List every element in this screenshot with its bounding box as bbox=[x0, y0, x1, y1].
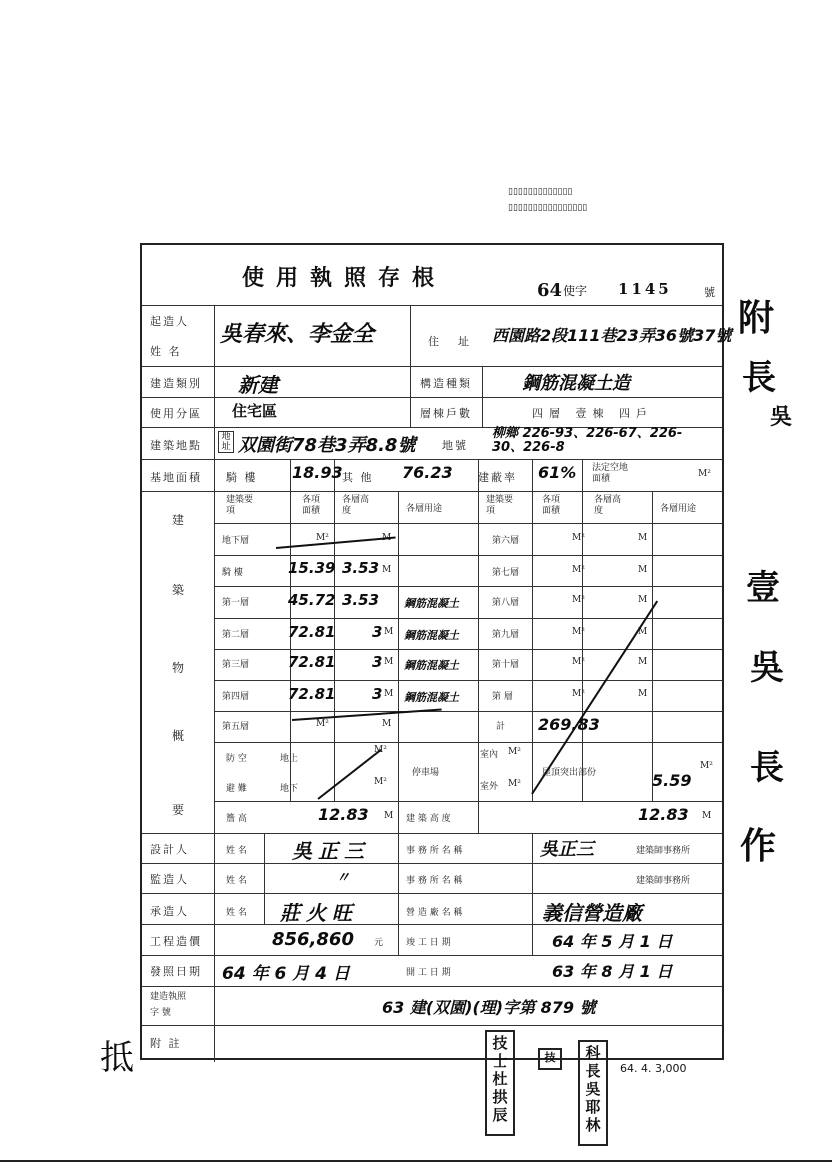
designer-name-label: 姓 名 bbox=[226, 846, 247, 856]
floor-use: 鋼筋混凝土 bbox=[404, 629, 459, 642]
floor-height: 3 bbox=[372, 685, 383, 703]
location-address: 双園街78巷3弄8.8號 bbox=[238, 435, 416, 456]
roof-value: 5.59 bbox=[652, 771, 692, 790]
building-height-label: 建 築 高 度 bbox=[406, 814, 451, 824]
unit-m: M bbox=[384, 811, 394, 821]
builder-address: 西園路2段111巷23弄36號37號 bbox=[492, 326, 732, 345]
notes-label: 附 註 bbox=[150, 1037, 182, 1050]
header-use-r: 各層用途 bbox=[660, 504, 697, 514]
unit-m2-r: M² bbox=[572, 689, 585, 699]
location-label: 建築地點 bbox=[150, 439, 202, 452]
unit-m-r: M bbox=[638, 533, 648, 543]
unit-m2: M² bbox=[700, 761, 713, 771]
legal-open-unit: M² bbox=[698, 469, 711, 479]
floor-area: 72.81 bbox=[288, 623, 336, 641]
floor-name-r: 計 bbox=[496, 722, 506, 732]
floor-area: 15.39 bbox=[288, 559, 336, 577]
parking-indoor: 室內 bbox=[480, 750, 499, 760]
structure-label: 構造種類 bbox=[420, 377, 472, 390]
building-height-value: 12.83 bbox=[638, 805, 689, 824]
floor-name: 地下層 bbox=[222, 536, 250, 546]
site-area-label: 基地面積 bbox=[150, 471, 202, 484]
floor-name: 第四層 bbox=[222, 692, 250, 702]
unit-m2: M² bbox=[508, 779, 521, 789]
side-label-2: 築 bbox=[172, 583, 187, 597]
category-label: 建造類別 bbox=[150, 377, 202, 390]
other-label: 其 他 bbox=[342, 471, 374, 484]
supervisor-office-suffix: 建築師事務所 bbox=[636, 876, 691, 886]
arcade-area-label: 騎 樓 bbox=[226, 471, 258, 484]
issue-date: 64 年 6 月 4 日 bbox=[222, 964, 350, 984]
header-use: 各層用途 bbox=[406, 504, 443, 514]
floor-use: 鋼筋混凝土 bbox=[404, 659, 459, 672]
unit-m-r: M bbox=[638, 689, 648, 699]
side-label-3: 物 bbox=[172, 661, 187, 675]
supervisor-name: 〃 bbox=[336, 870, 350, 886]
floor-height: 3.53 bbox=[342, 591, 380, 609]
shelter-below: 地下 bbox=[280, 784, 299, 794]
side-label-4: 概 bbox=[172, 729, 187, 743]
permit-stub-form bbox=[140, 243, 732, 1060]
side-char: 長 bbox=[750, 748, 784, 788]
parking-label: 停車場 bbox=[412, 768, 440, 778]
designer-office: 吳正三 bbox=[540, 839, 594, 860]
floor-name: 第一層 bbox=[222, 598, 250, 608]
permit-label-a: 建造執照 bbox=[150, 992, 187, 1002]
header-height-r: 各層高度 bbox=[594, 495, 622, 516]
completion-label: 竣 工 日 期 bbox=[406, 938, 451, 948]
faint-stamp-text-2: ▯▯▯▯▯▯▯▯▯▯▯▯▯▯▯▯ bbox=[508, 203, 588, 213]
floor-area: 45.72 bbox=[288, 591, 336, 609]
permit-value: 63 建(双園)(理)字第 879 號 bbox=[382, 998, 596, 1017]
floor-name-r: 第 層 bbox=[492, 692, 513, 702]
permit-number: 1145 bbox=[618, 280, 672, 298]
lot-value: 柳鄉 226-93、226-67、226-30、226-8 bbox=[492, 426, 683, 455]
unit-m2-r: M² bbox=[572, 595, 585, 605]
shelter-label-1: 防 空 bbox=[226, 754, 247, 764]
shelter-above: 地上 bbox=[280, 754, 299, 764]
start-label: 開 工 日 期 bbox=[406, 968, 451, 978]
permit-label-b: 字 號 bbox=[150, 1008, 171, 1018]
floor-name-r: 第七層 bbox=[492, 568, 520, 578]
builder-label-bottom: 姓 名 bbox=[150, 345, 182, 358]
unit-m2: M² bbox=[316, 533, 329, 543]
permit-suffix: 號 bbox=[704, 286, 715, 299]
unit-m2: M² bbox=[374, 745, 387, 755]
print-code: 64. 4. 3,000 bbox=[620, 1062, 687, 1075]
floor-name: 騎 樓 bbox=[222, 568, 243, 578]
zone-value: 住宅區 bbox=[232, 402, 278, 420]
designer-office-label: 事 務 所 名 稱 bbox=[406, 846, 463, 856]
lot-label: 地號 bbox=[442, 439, 468, 452]
side-label-1: 建 bbox=[172, 513, 187, 527]
floor-height: 3 bbox=[372, 623, 383, 641]
chief-stamp: 科長吳耶林 bbox=[578, 1040, 608, 1146]
floor-area: 72.81 bbox=[288, 685, 336, 703]
header-item: 建築要項 bbox=[226, 495, 254, 516]
start-date: 63 年 8 月 1 日 bbox=[552, 962, 673, 981]
contractor-name-label: 姓 名 bbox=[226, 908, 247, 918]
unit-m: M bbox=[702, 811, 712, 821]
side-char: 作 bbox=[740, 826, 777, 867]
unit-m: M bbox=[384, 627, 394, 637]
permit-year: 64 bbox=[537, 280, 563, 301]
supervisor-name-label: 姓 名 bbox=[226, 876, 247, 886]
permit-char: 使字 bbox=[563, 284, 588, 298]
roof-label: 屋頂突出部份 bbox=[542, 768, 597, 778]
supervisor-label: 監造人 bbox=[150, 873, 189, 886]
coverage-value: 61% bbox=[538, 463, 577, 482]
form-title: 使用執照存根 bbox=[242, 265, 447, 291]
unit-m-r: M bbox=[638, 627, 648, 637]
address-label-a: 住 bbox=[428, 335, 441, 348]
unit-m: M bbox=[382, 719, 392, 729]
unit-m-r: M bbox=[638, 657, 648, 667]
contractor-firm: 義信營造廠 bbox=[542, 901, 642, 925]
header-area-r: 各項面積 bbox=[542, 495, 561, 516]
cost-unit: 元 bbox=[374, 938, 384, 948]
floor-name: 第三層 bbox=[222, 660, 250, 670]
legal-open-label: 法定空地面積 bbox=[592, 463, 629, 484]
other-value: 76.23 bbox=[402, 463, 453, 482]
supervisor-office-label: 事 務 所 名 稱 bbox=[406, 876, 463, 886]
unit-m: M bbox=[382, 565, 392, 575]
shelter-label-2: 避 難 bbox=[226, 784, 247, 794]
margin-handwriting: 抵 bbox=[100, 1038, 134, 1078]
unit-m-r: M bbox=[638, 595, 648, 605]
designer-label: 設計人 bbox=[150, 843, 189, 856]
completion-date: 64 年 5 月 1 日 bbox=[552, 932, 673, 951]
address-box: 地址 bbox=[218, 431, 234, 453]
floor-name-r: 第十層 bbox=[492, 660, 520, 670]
floors-label: 層棟戶數 bbox=[420, 407, 472, 420]
floor-area: 72.81 bbox=[288, 653, 336, 671]
unit-m: M bbox=[382, 533, 392, 543]
unit-m: M bbox=[384, 689, 394, 699]
floor-name-r: 第六層 bbox=[492, 536, 520, 546]
header-area: 各項面積 bbox=[302, 495, 321, 516]
header-height: 各層高度 bbox=[342, 495, 370, 516]
cost-label: 工程造價 bbox=[150, 935, 202, 948]
floor-name-r: 第八層 bbox=[492, 598, 520, 608]
side-char: 吳 bbox=[750, 648, 784, 688]
floor-name: 第二層 bbox=[222, 630, 250, 640]
side-char: 壹 bbox=[746, 568, 780, 608]
builder-label-top: 起造人 bbox=[150, 315, 189, 328]
unit-m2: M² bbox=[374, 777, 387, 787]
unit-m2-r: M² bbox=[572, 657, 585, 667]
contractor-firm-label: 營 造 廠 名 稱 bbox=[406, 908, 463, 918]
contractor-name: 莊火旺 bbox=[280, 901, 358, 925]
unit-m-r: M bbox=[638, 565, 648, 575]
side-char: 附 bbox=[738, 298, 775, 339]
builder-name: 吳春來、李金全 bbox=[220, 322, 375, 347]
cost-value: 856,860 bbox=[272, 929, 354, 950]
floor-use: 鋼筋混凝土 bbox=[404, 597, 459, 610]
arcade-area-value: 18.93 bbox=[292, 463, 343, 482]
inspector-stamp: 技士杜拱辰 bbox=[485, 1030, 515, 1136]
unit-m2: M² bbox=[508, 747, 521, 757]
side-char: 長 bbox=[742, 358, 776, 398]
unit-m2-r: M² bbox=[572, 565, 585, 575]
designer-office-suffix: 建築師事務所 bbox=[636, 846, 691, 856]
faint-stamp-text: ▯▯▯▯▯▯▯▯▯▯▯▯▯ bbox=[508, 187, 573, 197]
unit-m2-r: M² bbox=[572, 627, 585, 637]
contractor-label: 承造人 bbox=[150, 905, 189, 918]
unit-m2-r: M² bbox=[572, 533, 585, 543]
header-item-r: 建築要項 bbox=[486, 495, 514, 516]
issue-label: 發照日期 bbox=[150, 965, 202, 978]
unit-m2: M² bbox=[316, 719, 329, 729]
eaves-label: 簷 高 bbox=[226, 814, 247, 824]
total-area: 269.83 bbox=[538, 715, 600, 734]
structure-value: 鋼筋混凝土造 bbox=[522, 373, 630, 394]
designer-name: 吳正三 bbox=[292, 839, 370, 863]
zone-label: 使用分區 bbox=[150, 407, 202, 420]
unit-m: M bbox=[384, 657, 394, 667]
side-label-5: 要 bbox=[172, 803, 187, 817]
floor-height: 3 bbox=[372, 653, 383, 671]
floors-value: 四層 壹棟 四戶 bbox=[532, 407, 653, 420]
small-stamp: 技 bbox=[538, 1048, 562, 1070]
floor-name: 第五層 bbox=[222, 722, 250, 732]
floor-use: 鋼筋混凝土 bbox=[404, 691, 459, 704]
category-value: 新建 bbox=[238, 373, 278, 397]
floor-height: 3.53 bbox=[342, 559, 380, 577]
floor-name-r: 第九層 bbox=[492, 630, 520, 640]
side-char: 吳 bbox=[770, 405, 793, 430]
address-label-b: 址 bbox=[458, 335, 471, 348]
eaves-value: 12.83 bbox=[318, 805, 369, 824]
coverage-label: 建蔽率 bbox=[478, 471, 517, 484]
parking-outdoor: 室外 bbox=[480, 782, 499, 792]
scan-edge bbox=[0, 1160, 832, 1162]
